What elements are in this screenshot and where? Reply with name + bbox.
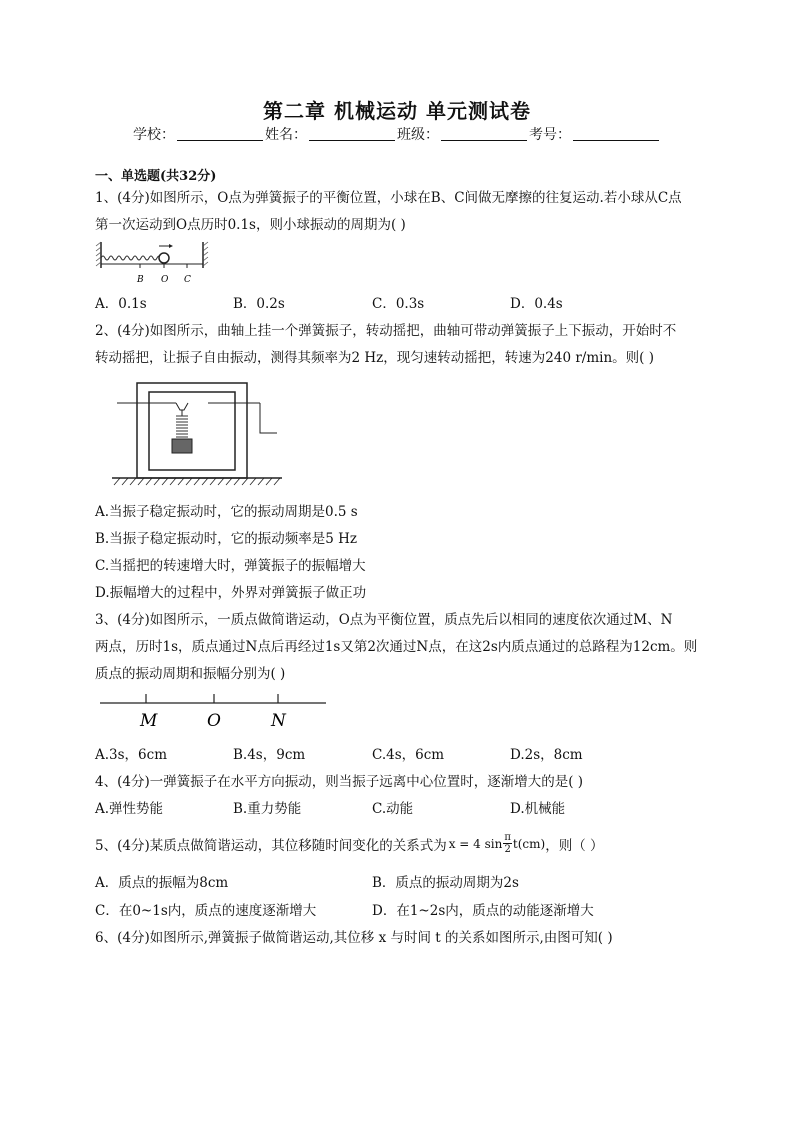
q5-option-a[interactable]: A．质点的振幅为8cm (95, 875, 229, 891)
q5-option-d[interactable]: D．在1~2s内，质点的动能逐渐增大 (372, 903, 594, 919)
q3-label-n: N (271, 711, 286, 730)
q4-option-a[interactable]: A.弹性势能 (95, 801, 164, 817)
q4-option-b[interactable]: B.重力势能 (233, 801, 302, 817)
page-title: 第二章 机械运动 单元测试卷 (263, 99, 531, 123)
q3-stem-line3: 质点的振动周期和振幅分别为( ) (95, 666, 286, 682)
q5-stem-tail: ，则（ ） (545, 837, 604, 854)
q5-formula-fraction (503, 832, 512, 855)
school-label: 学校： (133, 127, 175, 143)
q3-stem-line1: 3、(4分)如图所示，一质点做简谐运动，O点为平衡位置，质点先后以相同的速度依次通过M、N (95, 612, 673, 628)
q1-spring-figure (95, 240, 215, 286)
school-blank (177, 126, 263, 141)
exam-no-label: 考号： (529, 127, 571, 143)
q4-option-c[interactable]: C.动能 (372, 801, 414, 817)
q5-formula-numerator: π (504, 832, 511, 843)
q1-stem-line2: 第一次运动到O点历时0.1s，则小球振动的周期为( ) (95, 217, 406, 233)
q2-crank-figure (112, 378, 282, 488)
name-label: 姓名： (265, 127, 307, 143)
class-blank (441, 126, 527, 141)
q1-label-c: C (184, 275, 191, 285)
q3-option-d[interactable]: D.2s，8cm (510, 747, 583, 763)
class-label: 班级： (397, 127, 439, 143)
q5-option-b[interactable]: B．质点的振动周期为2s (372, 875, 519, 891)
q5-stem-text: 5、(4分)某质点做简谐运动，其位移随时间变化的关系式为 (95, 837, 447, 854)
section-heading: 一、单选题(共32分) (95, 169, 217, 184)
q2-option-a[interactable]: A.当振子稳定振动时，它的振动周期是0.5 s (95, 504, 358, 520)
q2-option-c[interactable]: C.当摇把的转速增大时，弹簧振子的振幅增大 (95, 558, 366, 574)
exam-no-blank (573, 126, 659, 141)
q3-option-a[interactable]: A.3s，6cm (95, 747, 168, 763)
q6-stem: 6、(4分)如图所示,弹簧振子做简谐运动,其位移 x 与时间 t 的关系如图所示,由图可知( ) (95, 930, 613, 946)
q3-option-c[interactable]: C.4s，6cm (372, 747, 445, 763)
q2-stem-line2: 转动摇把，让振子自由振动，测得其频率为2 Hz，现匀速转动摇把，转速为240 r/min。则( ) (95, 350, 654, 366)
q5-formula-a: x = 4 sin (448, 836, 503, 851)
q2-stem-line1: 2、(4分)如图所示，曲轴上挂一个弹簧振子，转动摇把，曲轴可带动弹簧振子上下振动，开始时不 (95, 323, 677, 339)
q1-label-o: O (161, 275, 169, 285)
q4-option-d[interactable]: D.机械能 (510, 801, 566, 817)
q1-option-b[interactable]: B．0.2s (233, 296, 285, 312)
q4-stem: 4、(4分)一弹簧振子在水平方向振动，则当振子远离中心位置时，逐渐增大的是( ) (95, 774, 584, 790)
q5-stem (95, 832, 604, 855)
student-info-row (0, 124, 794, 144)
name-blank (309, 126, 395, 141)
q3-label-o: O (207, 711, 221, 730)
q1-label-b: B (137, 275, 144, 285)
q1-option-c[interactable]: C．0.3s (372, 296, 425, 312)
q3-label-m: M (140, 711, 158, 730)
q3-line-figure (100, 690, 330, 730)
q1-option-a[interactable]: A．0.1s (95, 296, 147, 312)
q3-option-b[interactable]: B.4s，9cm (233, 747, 306, 763)
q2-option-d[interactable]: D.振幅增大的过程中，外界对弹簧振子做正功 (95, 585, 367, 601)
q5-formula-b: t(cm) (512, 836, 546, 851)
q1-stem-line1: 1、(4分)如图所示，O点为弹簧振子的平衡位置，小球在B、C间做无摩擦的往复运动.若小球从C点 (95, 190, 682, 206)
q5-formula-denominator: 2 (504, 844, 511, 855)
q1-option-d[interactable]: D．0.4s (510, 296, 563, 312)
q2-option-b[interactable]: B.当振子稳定振动时，它的振动频率是5 Hz (95, 531, 357, 547)
q5-option-c[interactable]: C．在0~1s内，质点的速度逐渐增大 (95, 903, 317, 919)
q3-stem-line2: 两点，历时1s，质点通过N点后再经过1s又第2次通过N点，在这2s内质点通过的总路程为12cm。则 (95, 639, 698, 655)
